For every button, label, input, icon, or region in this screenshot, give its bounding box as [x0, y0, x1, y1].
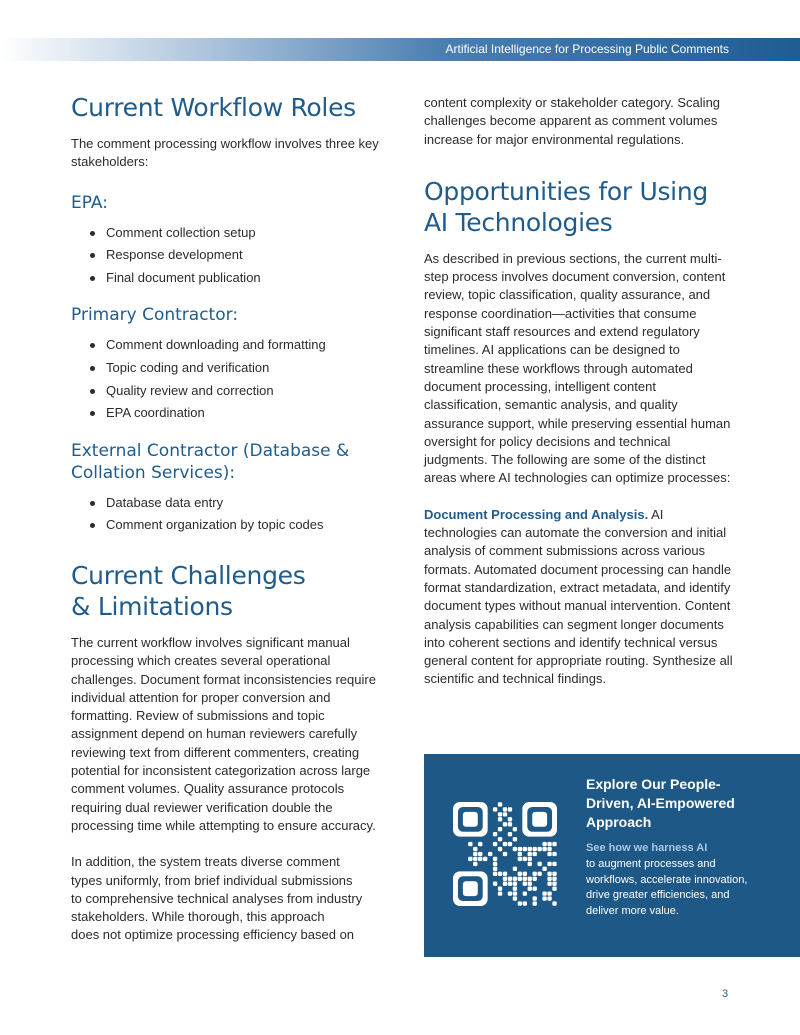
qr-module [473, 847, 477, 851]
qr-module [528, 847, 532, 851]
paragraph-body: AI technologies can automate the conversion and initial analysis of comment submissions across various formats. Automated document processing can handle format standardization, extract metadata, and identify document types without manual intervention. Content analysis capabilities can segment longer documents into coherent sections and identify technical versus general content for appropriate routing. Synthesize all scientific and technical findings. [424, 506, 733, 687]
challenges-paragraph-2-continued: content complexity or stakeholder category. Scaling challenges become apparent as comment volumes increase for major environmental regulations. [424, 95, 721, 147]
qr-module [508, 832, 512, 836]
qr-module [508, 807, 512, 811]
qr-module [518, 857, 522, 861]
qr-module [493, 882, 497, 886]
qr-module [547, 877, 551, 881]
qr-module [552, 842, 556, 846]
promo-lead[interactable]: See how we harness AI [586, 842, 708, 854]
text-line: does not optimize processing efficiency based on [71, 927, 355, 943]
qr-module [498, 886, 502, 890]
qr-code-icon[interactable] [453, 802, 557, 906]
subheading-epa: EPA: [71, 192, 108, 213]
qr-module [528, 877, 532, 881]
qr-module [552, 882, 556, 886]
list-item: Comment organization by topic codes [71, 514, 381, 537]
qr-module [513, 896, 517, 900]
epa-list [71, 222, 381, 290]
promo-title: Explore Our People-Driven, AI-Empowered Approach [586, 776, 735, 830]
qr-module [513, 891, 517, 895]
qr-module [528, 882, 532, 886]
qr-module [508, 822, 512, 826]
qr-module [528, 886, 532, 890]
qr-module [513, 837, 517, 841]
qr-module [523, 857, 527, 861]
primary-contractor-list [71, 334, 381, 424]
promo-text [586, 841, 756, 920]
qr-module [503, 852, 507, 856]
qr-module [523, 882, 527, 886]
qr-module [542, 896, 546, 900]
list-item: Comment collection setup [71, 222, 381, 245]
section-title-challenges [71, 560, 381, 622]
qr-module [513, 886, 517, 890]
qr-module [547, 872, 551, 876]
qr-module [542, 842, 546, 846]
qr-module [552, 862, 556, 866]
right-column [424, 94, 734, 689]
challenges-paragraph-1: The current workflow involves significant manual processing which creates several operational challenges. Document format inconsistencies require individual attention for proper conversion and formatting. Review of submissions and topic assignment depend on human reviewers carefully reviewing text from different commenters, creating potential for inconsistent categorization across large comment volumes. Quality assurance protocols requiring dual reviewer verification double the processing time while attempting to ensure accuracy. [71, 634, 376, 833]
text-line: types uniformly, from brief individual submissions [71, 872, 353, 888]
qr-module [478, 857, 482, 861]
qr-module [503, 812, 507, 816]
qr-module [552, 886, 556, 890]
external-contractor-list [71, 492, 381, 537]
left-column [71, 92, 381, 945]
qr-module [493, 842, 497, 846]
qr-module [503, 807, 507, 811]
section-title-opportunities [424, 176, 734, 238]
qr-module [523, 901, 527, 905]
qr-module [528, 852, 532, 856]
list-item: Database data entry [71, 492, 381, 515]
challenges-paragraph-2 [71, 853, 381, 944]
qr-module [547, 882, 551, 886]
qr-module [498, 812, 502, 816]
subheading-primary-contractor: Primary Contractor: [71, 305, 239, 326]
qr-module [503, 877, 507, 881]
qr-module [508, 817, 512, 821]
qr-module [533, 872, 537, 876]
qr-finder-center [532, 812, 547, 827]
qr-module [513, 827, 517, 831]
qr-module [537, 862, 541, 866]
qr-module [513, 882, 517, 886]
text-line: In addition, the system treats diverse comment [71, 854, 340, 870]
qr-module [533, 877, 537, 881]
qr-module [552, 901, 556, 905]
section-title-workflow-roles: Current Workflow Roles [71, 93, 356, 122]
qr-module [518, 901, 522, 905]
qr-module [493, 862, 497, 866]
qr-module [552, 877, 556, 881]
qr-module [503, 872, 507, 876]
qr-module [528, 857, 532, 861]
qr-module [537, 872, 541, 876]
list-item: Response development [71, 244, 381, 267]
qr-module [503, 822, 507, 826]
qr-module [508, 882, 512, 886]
qr-module [493, 872, 497, 876]
qr-module [468, 857, 472, 861]
qr-module [528, 862, 532, 866]
qr-module [488, 852, 492, 856]
qr-module [493, 867, 497, 871]
qr-module [493, 832, 497, 836]
qr-module [518, 872, 522, 876]
qr-finder-center [463, 812, 478, 827]
qr-module [498, 817, 502, 821]
list-item: Final document publication [71, 267, 381, 290]
qr-module [483, 857, 487, 861]
title-line: Current Challenges [71, 560, 306, 590]
qr-module [533, 852, 537, 856]
title-line: & Limitations [71, 591, 233, 621]
qr-module [498, 891, 502, 895]
header-band [0, 38, 800, 61]
qr-module [473, 862, 477, 866]
qr-module [498, 872, 502, 876]
qr-module [503, 882, 507, 886]
qr-module [468, 842, 472, 846]
list-item: Topic coding and verification [71, 357, 381, 380]
qr-module [533, 886, 537, 890]
qr-module [547, 862, 551, 866]
qr-module [508, 842, 512, 846]
qr-module [498, 802, 502, 806]
page-number: 3 [722, 988, 729, 1000]
running-header-title: Artificial Intelligence for Processing Public Comments [445, 42, 729, 56]
qr-module [508, 877, 512, 881]
qr-module [533, 896, 537, 900]
qr-module [498, 847, 502, 851]
promo-box[interactable] [424, 754, 800, 957]
qr-module [547, 896, 551, 900]
qr-module [523, 847, 527, 851]
qr-module [542, 891, 546, 895]
qr-finder-center [463, 881, 478, 896]
qr-module [498, 827, 502, 831]
qr-module [547, 842, 551, 846]
subheading-line: External Contractor (Database & [71, 440, 350, 461]
paragraph-lead-in: Document Processing and Analysis. [424, 506, 649, 522]
qr-module [498, 837, 502, 841]
qr-module [552, 872, 556, 876]
qr-module [518, 847, 522, 851]
qr-module [547, 847, 551, 851]
qr-module [513, 847, 517, 851]
qr-module [508, 891, 512, 895]
qr-module [523, 872, 527, 876]
title-line: Opportunities for Using [424, 176, 708, 206]
qr-module [478, 842, 482, 846]
qr-module [537, 847, 541, 851]
list-item: EPA coordination [71, 402, 381, 425]
subheading-external-contractor [71, 440, 381, 484]
qr-module [533, 901, 537, 905]
opportunities-paragraph-1: As described in previous sections, the current multi-step process involves document conversion, content review, topic classification, quality assurance, and response coordination—activities that consume significant staff resources and extend regulatory timelines. AI applications can be designed to streamline these workflows through automated document processing, intelligent content classification, semantic analysis, and quality assurance support, while preserving essential human oversight for policy decisions and technical judgments. The following are some of the distinct areas where AI technologies can optimize processes: [424, 250, 731, 486]
qr-module [513, 877, 517, 881]
title-line: AI Technologies [424, 207, 613, 237]
qr-module [552, 852, 556, 856]
qr-module [493, 807, 497, 811]
qr-module [542, 847, 546, 851]
qr-module [478, 852, 482, 856]
qr-module [513, 867, 517, 871]
qr-module [518, 877, 522, 881]
qr-module [533, 847, 537, 851]
list-item: Quality review and correction [71, 380, 381, 403]
qr-module [493, 857, 497, 861]
qr-module [547, 852, 551, 856]
qr-module [518, 852, 522, 856]
qr-module [503, 842, 507, 846]
list-item: Comment downloading and formatting [71, 334, 381, 357]
qr-code-graphic [453, 802, 557, 906]
text-line: stakeholders. While thorough, this approach [71, 909, 325, 925]
subheading-line: Collation Services): [71, 462, 236, 483]
qr-module [547, 891, 551, 895]
qr-module [542, 867, 546, 871]
promo-body: to augment processes and workflows, accelerate innovation, drive greater efficiencies, and deliver more value. [586, 857, 748, 918]
opportunities-paragraph-2 [424, 506, 734, 689]
qr-module [473, 857, 477, 861]
qr-module [523, 877, 527, 881]
qr-module [523, 891, 527, 895]
qr-module [473, 852, 477, 856]
workflow-intro: The comment processing workflow involves three key stakeholders: [71, 136, 379, 170]
text-line: to comprehensive technical analyses from industry [71, 890, 363, 906]
